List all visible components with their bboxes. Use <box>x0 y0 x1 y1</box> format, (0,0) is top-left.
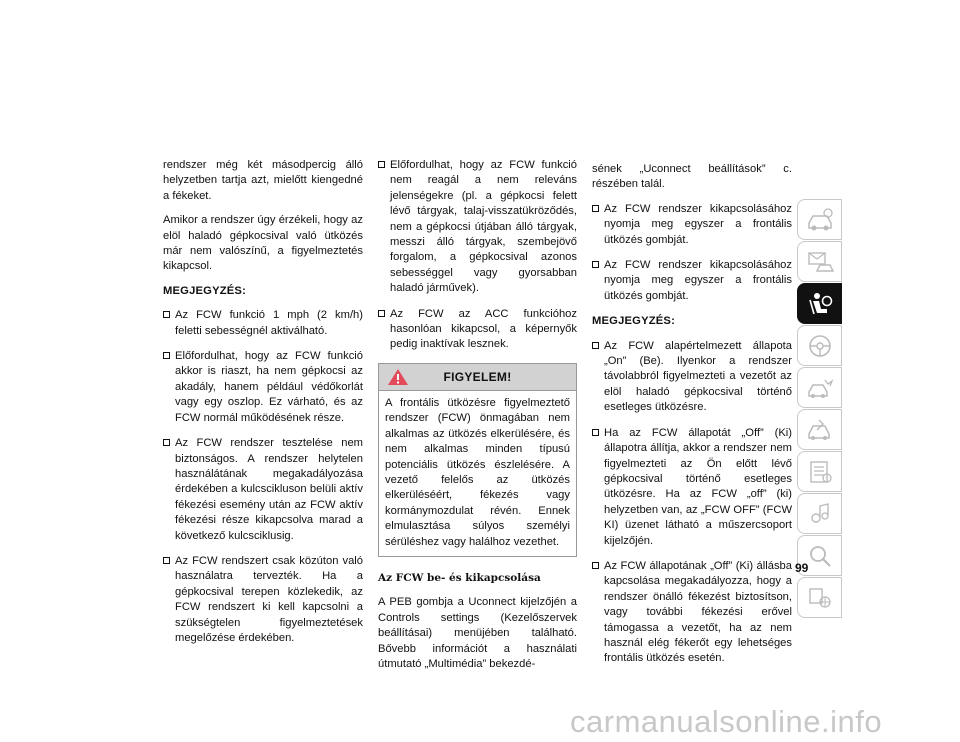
multimedia-icon <box>805 500 835 528</box>
tab-multimedia[interactable] <box>797 493 842 534</box>
page-number: 99 <box>795 561 809 575</box>
steering-wheel-icon <box>805 332 835 360</box>
tab-service[interactable] <box>797 409 842 450</box>
list-item: Az FCW alapértelmezett állapota „On” (Be). Ilyenkor a rendszer távolabbról figyelmezteti a vezetőt az elöl haladó gépkocsival történő esetleges ütközésre. <box>592 339 792 416</box>
tab-maintenance[interactable] <box>797 451 842 492</box>
tab-dashboard[interactable] <box>797 199 842 240</box>
watermark: carmanualsonline.info <box>570 704 883 739</box>
bullet-list <box>378 158 577 353</box>
text-column-3 <box>592 162 792 677</box>
bullet-square-icon <box>163 311 170 318</box>
bullet-square-icon <box>592 429 599 436</box>
car-dashboard-icon <box>805 207 835 233</box>
tab-emergency[interactable] <box>797 367 842 408</box>
bullet-square-icon <box>378 310 385 317</box>
text-column-2 <box>378 158 577 681</box>
bullet-square-icon <box>163 439 170 446</box>
section-heading: Az FCW be- és kikapcsolása <box>378 571 541 584</box>
bullet-list <box>592 339 792 667</box>
maintenance-list-icon <box>805 458 835 486</box>
tab-driving[interactable] <box>797 325 842 366</box>
bullet-list <box>163 308 363 646</box>
tab-messages[interactable] <box>797 241 842 282</box>
bullet-square-icon <box>592 205 599 212</box>
car-crash-icon <box>805 374 835 402</box>
warning-box <box>378 363 577 557</box>
chapter-tabs <box>797 199 842 619</box>
list-item: Az FCW rendszert csak közúton való használatra tervezték. Ha a gépkocsival terepen közlekedik, az FCW rendszert ki kell kapcsolni a szükségtelen figyelmeztetések megelőzése érdekében. <box>163 554 363 646</box>
text-column-1 <box>163 158 363 656</box>
airbag-seat-icon <box>805 290 835 318</box>
note-title: MEGJEGYZÉS: <box>592 315 676 328</box>
paragraph: A PEB gombja a Uconnect kijelzőjén a Controls settings (Kezelőszervek beállításai) menüjében található. Bővebb információt a használati útmutató „Multimédia” bekezdé- <box>378 596 577 670</box>
list-item: Az FCW állapotának „Off” (Ki) állásba kapcsolása megakadályozza, hogy a rendszer önálló fékezést biztosítson, vagy további fékezési erővel támogassa a vezetőt, ha az nem használ elég fékerőt egy lehetséges frontális ütközés esetén. <box>592 559 792 667</box>
bullet-square-icon <box>378 161 385 168</box>
envelope-car-icon <box>805 249 835 275</box>
list-item: Az FCW az ACC funkcióhoz hasonlóan kikapcsol, a képernyők pedig inaktívak lesznek. <box>378 307 577 353</box>
warning-text: A frontális ütközésre figyelmeztető rendszer (FCW) önmagában nem alkalmas az ütközés elkerülésére, és nem alkalmas minden típusú potenciális ütközés észlelésére. A vezető felelős az ütközés elkerüléséért, fékezés vagy kormánymozdulat révén. Ennek elmulasztása súlyos személyi sérüléshez vagy halálhoz vezethet. <box>385 396 570 548</box>
list-item: Előfordulhat, hogy az FCW funkció nem reagál a nem releváns jelenségekre (pl. a gépkocsi felett lévő tárgyak, talaj-visszatükröződés, nem a gépkocsi útjában álló tárgyak, messzi álló tárgyak, szembejövő forgalom, a gépkocsival azonos sebességgel vagy gyorsabban haladó járművek). <box>378 158 577 297</box>
paragraph: sének „Uconnect beállítások” c. részében talál. <box>592 163 792 191</box>
bullet-square-icon <box>592 342 599 349</box>
note-title: MEGJEGYZÉS: <box>163 284 247 297</box>
bullet-list <box>592 202 792 304</box>
tab-index[interactable] <box>797 577 842 618</box>
warning-title: FIGYELEM! <box>443 369 512 384</box>
warning-header <box>379 364 576 391</box>
search-magnifier-icon <box>805 542 835 570</box>
bullet-square-icon <box>592 562 599 569</box>
list-item: Előfordulhat, hogy az FCW funkció akkor is riaszt, ha nem gépkocsi az akadály, hanem például védőkorlát vagy egy oszlop. Ez várható, és az FCW normál működésének része. <box>163 349 363 426</box>
tab-safety[interactable] <box>797 283 842 324</box>
list-item: Az FCW rendszer tesztelése nem biztonságos. A rendszer helytelen használátának megakadályozása érdekében a kulcscikluson belüli aktív fékezési esemény után az FCW aktív fékezési része kikapcsolva marad a következő kulcsciklusig. <box>163 436 363 544</box>
list-item: Az FCW rendszer kikapcsolásához nyomja meg egyszer a frontális ütközés gombját. <box>592 258 792 304</box>
index-languages-icon <box>805 584 835 612</box>
bullet-square-icon <box>163 352 170 359</box>
bullet-square-icon <box>592 261 599 268</box>
paragraph: Amikor a rendszer úgy érzékeli, hogy az elöl haladó gépkocsival való ütközés már nem valószínű, a figyelmeztetés kikapcsol. <box>163 214 363 273</box>
bullet-square-icon <box>163 557 170 564</box>
list-item: Ha az FCW állapotát „Off” (Ki) állapotra állítja, akkor a rendszer nem figyelmezteti az Ön előtt lévő gépkocsival történő esetleges ütközésre. Ha az FCW „off” (ki) helyzetben van, az „FCW OFF” (FCW KI) üzenet látható a műszercsoport kijelzőjén. <box>592 426 792 549</box>
paragraph: rendszer még két másodpercig álló helyzetben tartja azt, mielőtt kiengedné a fékeket. <box>163 159 363 202</box>
car-service-icon <box>805 416 835 444</box>
list-item: Az FCW funkció 1 mph (2 km/h) feletti sebességnél aktiválható. <box>163 308 363 339</box>
list-item: Az FCW rendszer kikapcsolásához nyomja meg egyszer a frontális ütközés gombját. <box>592 202 792 248</box>
